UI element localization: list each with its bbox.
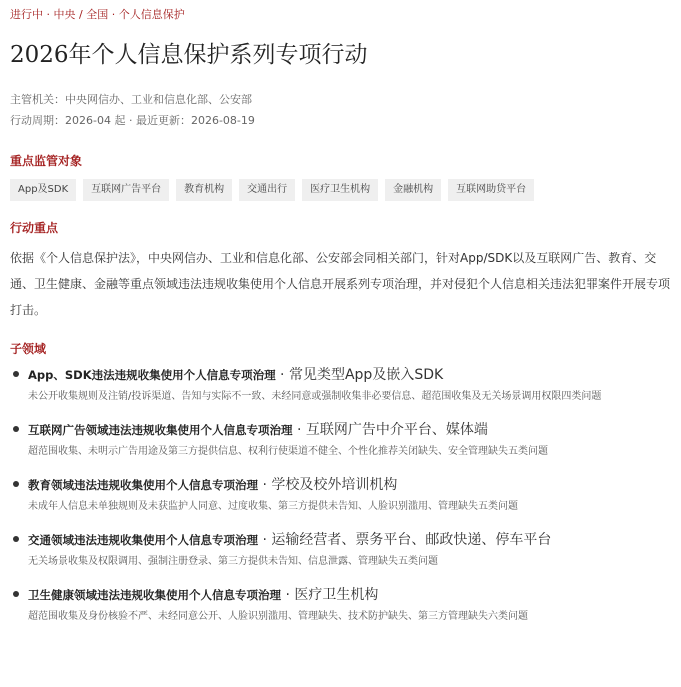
subdomain-name[interactable]: 卫生健康领域违法违规收集使用个人信息专项治理 — [28, 588, 281, 602]
breadcrumb-region[interactable]: 全国 — [86, 8, 109, 21]
authorities-row — [10, 89, 673, 110]
subdomain-description: 未成年人信息未单独规则及未获监护人同意、过度收集、第三方提供未告知、人脸识别滥用、管理缺失五类问题 — [28, 501, 518, 512]
subdomain-list — [10, 364, 673, 627]
subdomain-head — [28, 474, 673, 495]
meta-info — [10, 89, 673, 131]
target-tag-list — [10, 179, 673, 201]
subdomain-head — [28, 529, 673, 550]
subdomain-item — [10, 419, 673, 462]
period-row — [10, 110, 673, 131]
subdomain-section-title: 子领域 — [10, 342, 47, 356]
breadcrumb-scope[interactable]: 中央 — [53, 8, 76, 21]
target-tag[interactable]: 交通出行 — [239, 179, 295, 201]
subdomain-description: 超范围收集、未明示广告用途及第三方提供信息、权利行使渠道不健全、个性化推荐关闭缺失、安全管理缺失五类问题 — [28, 446, 548, 457]
period-value: 2026-04 起 · 最近更新：2026-08-19 — [65, 114, 255, 127]
subdomain-item — [10, 364, 673, 407]
subdomain-target: 运输经营者、票务平台、邮政快递、停车平台 — [271, 532, 552, 548]
subdomain-name[interactable]: 交通领域违法违规收集使用个人信息专项治理 — [28, 533, 258, 547]
subdomain-target: 互联网广告中介平台、媒体端 — [305, 422, 488, 438]
target-tag[interactable]: 金融机构 — [385, 179, 441, 201]
bullet-icon — [13, 371, 19, 377]
page-title: 2026年个人信息保护系列专项行动 — [10, 42, 368, 68]
subdomain-separator: · — [281, 587, 295, 603]
subdomain-head — [28, 364, 673, 385]
subdomain-separator: · — [275, 367, 289, 383]
authorities-label: 主管机关： — [10, 93, 65, 106]
subdomain-description: 未公开收集规则及注销/投诉渠道、告知与实际不一致、未经同意或强制收集非必要信息、超范围收集及无关场景调用权限四类问题 — [28, 391, 602, 402]
subdomain-target: 医疗卫生机构 — [294, 587, 379, 603]
breadcrumb — [10, 7, 673, 23]
target-tag[interactable]: App及SDK — [10, 179, 76, 201]
bullet-icon — [13, 591, 19, 597]
breadcrumb-category[interactable]: 个人信息保护 — [118, 8, 185, 21]
subdomain-separator: · — [258, 532, 272, 548]
bullet-icon — [13, 536, 19, 542]
subdomain-item — [10, 474, 673, 517]
breadcrumb-separator: / — [75, 8, 87, 21]
subdomain-item — [10, 584, 673, 627]
breadcrumb-status[interactable]: 进行中 — [10, 8, 43, 21]
focus-section-title: 行动重点 — [10, 221, 59, 235]
subdomain-separator: · — [292, 422, 306, 438]
subdomain-item — [10, 529, 673, 572]
breadcrumb-separator: · — [43, 8, 54, 21]
period-label: 行动周期： — [10, 114, 65, 127]
subdomain-name[interactable]: App、SDK违法违规收集使用个人信息专项治理 — [28, 368, 276, 382]
subdomain-description: 无关场景收集及权限调用、强制注册登录、第三方提供未告知、信息泄露、管理缺失五类问题 — [28, 556, 438, 567]
target-tag[interactable]: 互联网助贷平台 — [448, 179, 534, 201]
subdomain-name[interactable]: 教育领域违法违规收集使用个人信息专项治理 — [28, 478, 258, 492]
subdomain-target: 学校及校外培训机构 — [271, 477, 398, 493]
authorities-value: 中央网信办、工业和信息化部、公安部 — [65, 93, 252, 106]
target-tag[interactable]: 互联网广告平台 — [83, 179, 169, 201]
bullet-icon — [13, 481, 19, 487]
subdomain-head — [28, 584, 673, 605]
target-tag[interactable]: 教育机构 — [176, 179, 232, 201]
target-tag[interactable]: 医疗卫生机构 — [302, 179, 378, 201]
bullet-icon — [13, 426, 19, 432]
subdomain-head — [28, 419, 673, 440]
targets-section-title: 重点监管对象 — [10, 154, 83, 168]
subdomain-name[interactable]: 互联网广告领域违法违规收集使用个人信息专项治理 — [28, 423, 293, 437]
subdomain-separator: · — [258, 477, 272, 493]
subdomain-description: 超范围收集及身份核验不严、未经同意公开、人脸识别滥用、管理缺失、技术防护缺失、第三方管理缺失六类问题 — [28, 611, 528, 622]
breadcrumb-separator: · — [108, 8, 119, 21]
subdomain-target: 常见类型App及嵌入SDK — [288, 367, 444, 383]
focus-paragraph: 依据《个人信息保护法》，中央网信办、工业和信息化部、公安部会同相关部门，针对App/SDK以及互联网广告、教育、交通、卫生健康、金融等重点领域违法违规收集使用个人信息开展系列专项治理，并对侵犯个人信息相关违法犯罪案件开展专项打击。 — [10, 251, 671, 317]
